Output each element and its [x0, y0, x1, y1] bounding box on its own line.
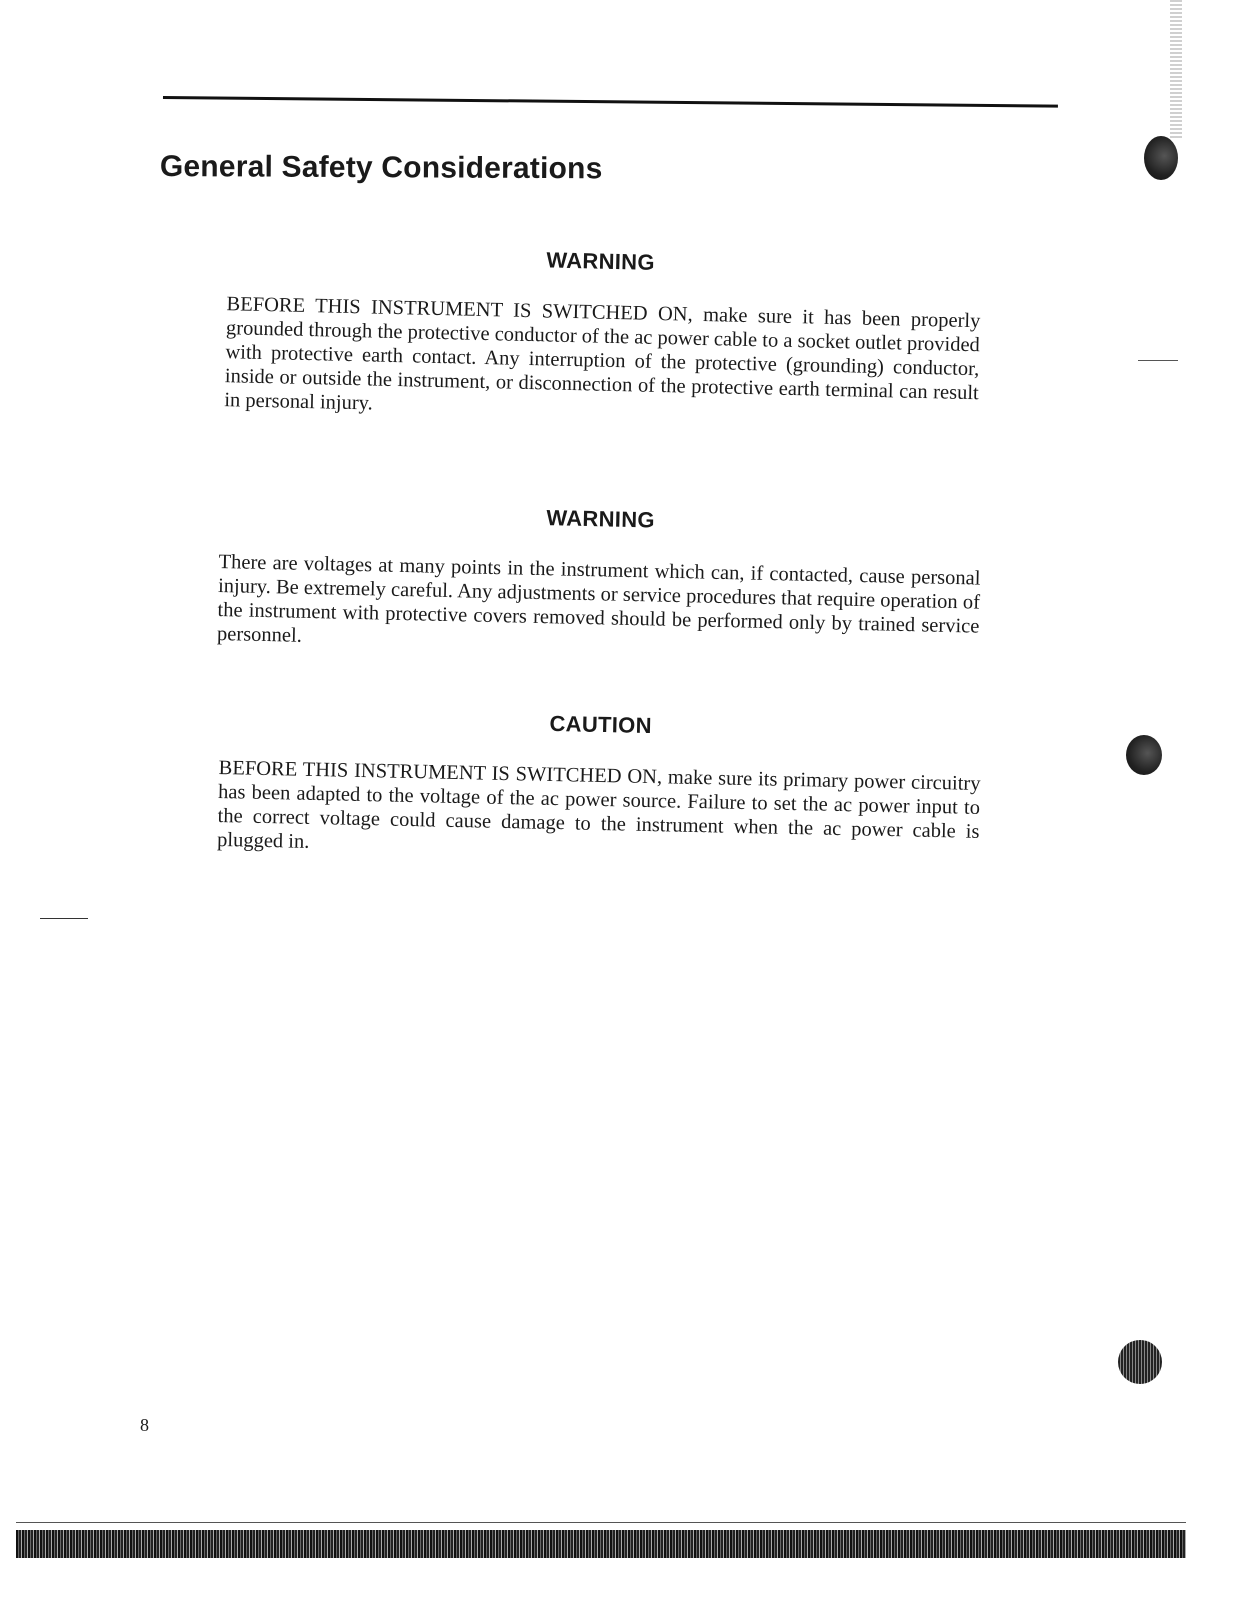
notice-heading: WARNING: [546, 505, 656, 533]
notice-body: BEFORE THIS INSTRUMENT IS SWITCHED ON, make sure its primary power circuitry has been adapted to the voltage of the ac power source. Failure to set the ac power input to the correct voltage could cause damage to the instrument when the ac power cable is plugged in.: [216, 756, 981, 853]
margin-mark: [40, 918, 88, 919]
caution-power-voltage: [217, 704, 982, 868]
warning-voltages: [217, 498, 982, 663]
page-number: 8: [140, 1415, 149, 1435]
punch-hole: [1144, 136, 1178, 180]
warning-grounding: [216, 240, 982, 429]
notice-body: BEFORE THIS INSTRUMENT IS SWITCHED ON, make sure it has been properly grounded through the protective conductor of the ac power cable to a socket outlet provided with protective earth contact. Any interruption of the protective (grounding) conductor, inside or outside the instrument, or disconnection of the protective earth terminal can result in personal injury.: [224, 293, 981, 415]
scan-edge-artifact: [16, 1522, 1186, 1523]
punch-hole: [1126, 735, 1162, 775]
scan-edge-artifact: [16, 1530, 1186, 1558]
scan-edge-artifact: [1170, 0, 1182, 140]
page-title: General Safety Considerations: [159, 150, 603, 186]
header-rule: [163, 96, 1058, 108]
notice-heading: WARNING: [546, 247, 656, 275]
punch-hole: [1118, 1340, 1162, 1384]
margin-mark: [1138, 360, 1178, 361]
notice-body: There are voltages at many points in the instrument which can, if contacted, cause personal injury. Be extremely careful. Any adjustments or service procedures that require operation of the instrument with protective covers removed should be performed only by trained service personnel.: [216, 550, 981, 647]
notice-heading: CAUTION: [549, 710, 653, 739]
